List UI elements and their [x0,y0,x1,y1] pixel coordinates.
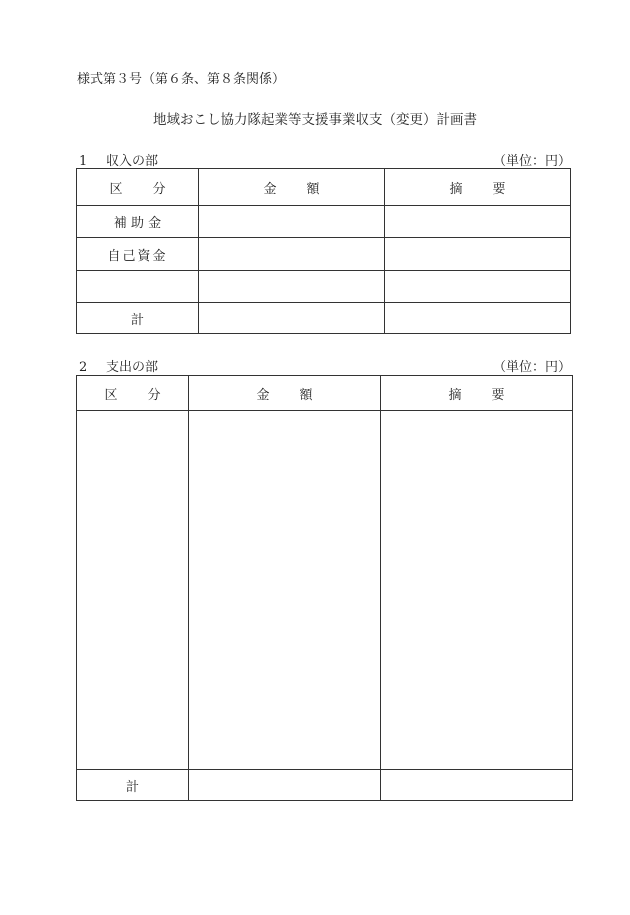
income-section-title: 収入の部 [106,154,159,169]
expense-total-row [77,770,573,801]
table-row [77,271,571,303]
income-total-label: 計 [77,303,199,334]
expense-amount-cell[interactable] [189,411,381,770]
expense-header-remarks: 摘 要 [381,376,573,411]
expense-unit-label: （単位：円） [492,360,571,375]
income-amount-cell[interactable] [199,206,385,238]
income-total-row [77,303,571,334]
income-table [76,168,571,334]
income-remarks-cell[interactable] [385,238,571,271]
expense-section-number: 2 [79,360,88,375]
expense-total-label: 計 [77,770,189,801]
expense-remarks-cell[interactable] [381,411,573,770]
expense-total-remarks-cell[interactable] [381,770,573,801]
expense-section-title: 支出の部 [106,360,159,375]
income-header-remarks: 摘 要 [385,169,571,206]
expense-total-amount-cell[interactable] [189,770,381,801]
income-header-category: 区 分 [77,169,199,206]
income-row-label-subsidy: 補 助 金 [77,206,199,238]
document-title: 地域おこし協力隊起業等支援事業収支（変更）計画書 [153,112,477,128]
income-amount-cell[interactable] [199,238,385,271]
expense-header-category: 区 分 [77,376,189,411]
income-total-remarks-cell[interactable] [385,303,571,334]
income-remarks-cell[interactable] [385,271,571,303]
income-unit-label: （単位：円） [492,154,571,169]
table-row [77,206,571,238]
table-row [77,238,571,271]
expense-header-row [77,376,573,411]
form-number: 様式第３号（第６条、第８条関係） [77,72,286,87]
income-remarks-cell[interactable] [385,206,571,238]
income-header-row [77,169,571,206]
income-header-amount: 金 額 [199,169,385,206]
income-row-label-blank[interactable] [77,271,199,303]
income-section-number: 1 [79,154,88,169]
income-section-heading [79,150,158,169]
income-amount-cell[interactable] [199,271,385,303]
income-row-label-own-funds: 自己資金 [77,238,199,271]
expense-header-amount: 金 額 [189,376,381,411]
expense-category-cell[interactable] [77,411,189,770]
expense-section-heading [79,356,158,375]
income-total-amount-cell[interactable] [199,303,385,334]
expense-table [76,375,573,801]
expense-body-row [77,411,573,770]
